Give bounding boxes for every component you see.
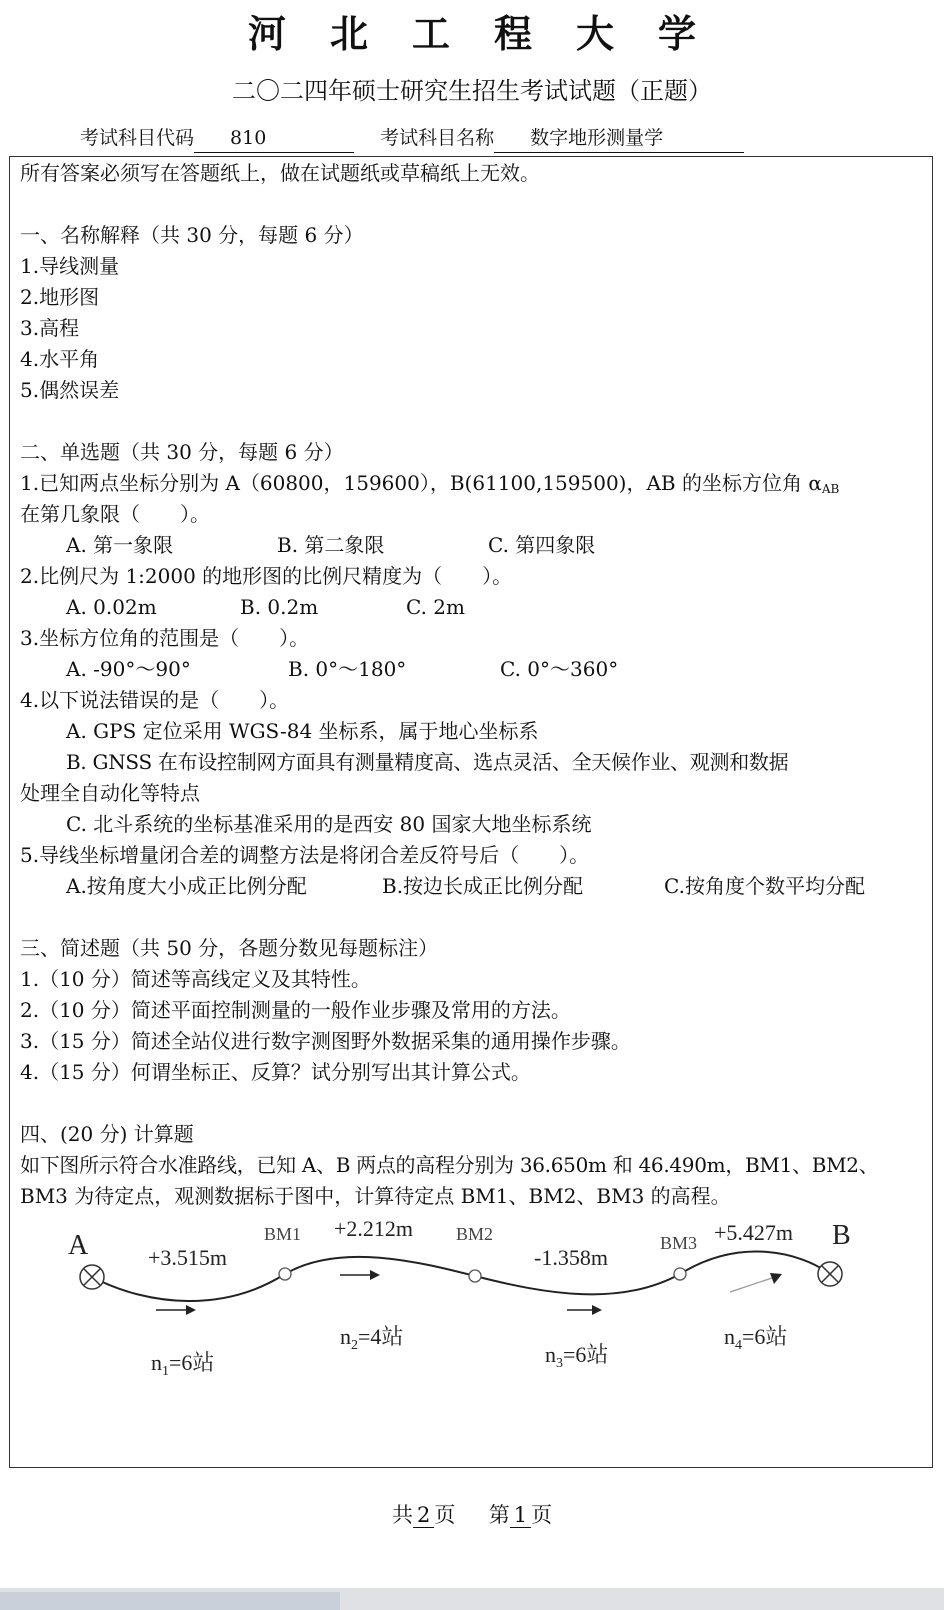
section1-item: 3.高程 <box>20 316 80 340</box>
exam-content <box>20 158 930 1212</box>
q3-option-c: C. 0°～360° <box>500 657 619 681</box>
total-pages-suffix: 页 <box>434 1503 456 1527</box>
q4-stem: 4.以下说法错误的是（ ）。 <box>20 688 290 712</box>
section3-item: 3.（15 分）简述全站仪进行数字测图野外数据采集的通用操作步骤。 <box>20 1029 631 1053</box>
q1-option-c: C. 第四象限 <box>488 533 596 557</box>
page-number: 1 <box>510 1503 531 1528</box>
bm2-symbol <box>469 1270 481 1282</box>
q5-options <box>20 871 930 902</box>
q5-option-a: A.按角度大小成正比例分配 <box>66 874 307 898</box>
answer-notice: 所有答案必须写在答题纸上，做在试题纸或草稿纸上无效。 <box>20 161 540 185</box>
bm3-symbol <box>674 1268 686 1280</box>
station-n-symbol: n <box>340 1324 351 1349</box>
section4-heading: 四、(20 分) 计算题 <box>20 1122 194 1146</box>
section2-heading: 二、单选题（共 30 分，每题 6 分） <box>20 440 344 464</box>
section3-item: 2.（10 分）简述平面控制测量的一般作业步骤及常用的方法。 <box>20 998 571 1022</box>
direction-arrow-2 <box>340 1270 380 1280</box>
station-count-text: =6站 <box>563 1342 609 1367</box>
bm3-label: BM3 <box>660 1233 698 1253</box>
subject-code-value: 810 <box>194 124 354 153</box>
direction-arrow-3 <box>567 1305 602 1315</box>
viewer-scrollbar-thumb[interactable] <box>0 1592 340 1610</box>
subject-name-value: 数字地形测量学 <box>494 124 744 153</box>
station-count-1 <box>151 1350 214 1379</box>
q1-alpha-subscript: AB <box>821 482 840 496</box>
station-subscript: 2 <box>351 1338 358 1353</box>
bm1-symbol <box>279 1268 291 1280</box>
q2-option-a: A. 0.02m <box>66 595 157 619</box>
q2-option-b: B. 0.2m <box>240 595 319 619</box>
section1-item: 5.偶然误差 <box>20 378 120 402</box>
station-subscript: 4 <box>735 1338 742 1353</box>
section1-item: 2.地形图 <box>20 285 100 309</box>
q1-options <box>20 530 930 561</box>
bm2-label: BM2 <box>456 1224 494 1244</box>
q3-option-b: B. 0°～180° <box>288 657 407 681</box>
q5-option-c: C.按角度个数平均分配 <box>664 874 865 898</box>
height-diff-3: -1.358m <box>534 1245 608 1270</box>
point-b-label: B <box>832 1220 851 1251</box>
page-footer <box>0 1500 944 1530</box>
height-diff-2: +2.212m <box>334 1216 414 1241</box>
q5-option-b: B.按边长成正比例分配 <box>382 874 584 898</box>
station-n-symbol: n <box>545 1342 556 1367</box>
exam-title: 二〇二四年硕士研究生招生考试试题（正题） <box>232 77 712 105</box>
q1-stem-line2: 在第几象限（ ）。 <box>20 502 210 526</box>
station-count-3 <box>545 1342 608 1371</box>
section4-text-line1: 如下图所示符合水准路线，已知 A、B 两点的高程分别为 36.650m 和 46.490m，BM1、BM2、 <box>20 1153 879 1177</box>
section1-item: 1.导线测量 <box>20 254 120 278</box>
point-a-label: A <box>68 1230 89 1261</box>
q3-stem: 3.坐标方位角的范围是（ ）。 <box>20 626 310 650</box>
total-pages: 2 <box>413 1503 434 1528</box>
q1-stem-line1 <box>20 468 930 499</box>
section4-text-line2: BM3 为待定点，观测数据标于图中，计算待定点 BM1、BM2、BM3 的高程。 <box>20 1184 731 1208</box>
station-subscript: 3 <box>556 1356 563 1371</box>
benchmark-a-symbol <box>80 1265 104 1289</box>
q4-option-c: C. 北斗系统的坐标基准采用的是西安 80 国家大地坐标系统 <box>66 812 592 836</box>
total-pages-prefix: 共 <box>391 1503 413 1527</box>
benchmark-b-symbol <box>818 1262 842 1286</box>
station-n-symbol: n <box>151 1350 162 1375</box>
bm1-label: BM1 <box>264 1224 302 1244</box>
q3-options <box>20 654 930 685</box>
station-count-text: =6站 <box>742 1324 788 1349</box>
station-count-2 <box>340 1324 403 1353</box>
page-number-prefix: 第 <box>488 1503 510 1527</box>
university-title: 河北工程大学 <box>247 11 740 56</box>
q1-stem-text: 1.已知两点坐标分别为 A（60800，159600），B(61100,159500)，AB 的坐标方位角 α <box>20 471 822 495</box>
subject-info-row <box>80 124 744 153</box>
station-count-text: =4站 <box>358 1324 404 1349</box>
station-count-4 <box>724 1324 787 1353</box>
station-subscript: 1 <box>162 1364 169 1379</box>
section3-item: 4.（15 分）何谓坐标正、反算？试分别写出其计算公式。 <box>20 1060 531 1084</box>
height-diff-4: +5.427m <box>714 1220 794 1245</box>
q4-option-a: A. GPS 定位采用 WGS-84 坐标系，属于地心坐标系 <box>66 719 539 743</box>
station-n-symbol: n <box>724 1324 735 1349</box>
station-count-text: =6站 <box>169 1350 215 1375</box>
viewer-bottom-bar <box>0 1588 944 1610</box>
height-diff-1: +3.515m <box>148 1245 228 1270</box>
q2-option-c: C. 2m <box>406 595 465 619</box>
q5-stem: 5.导线坐标增量闭合差的调整方法是将闭合差反符号后（ ）。 <box>20 843 590 867</box>
page-number-suffix: 页 <box>531 1503 553 1527</box>
q4-option-b: B. GNSS 在布设控制网方面具有测量精度高、选点灵活、全天候作业、观测和数据 <box>66 750 789 774</box>
subject-code-label: 考试科目代码 <box>80 127 195 149</box>
q1-option-a: A. 第一象限 <box>66 533 174 557</box>
direction-arrow-4 <box>730 1273 782 1292</box>
direction-arrow-1 <box>156 1305 196 1315</box>
q3-option-a: A. -90°～90° <box>66 657 191 681</box>
leveling-route-diagram <box>40 1216 920 1422</box>
subject-name-label: 考试科目名称 <box>380 127 495 149</box>
section3-heading: 三、简述题（共 50 分，各题分数见每题标注） <box>20 936 439 960</box>
section1-heading: 一、名称解释（共 30 分，每题 6 分） <box>20 223 364 247</box>
q4-option-b-cont: 处理全自动化等特点 <box>20 781 200 805</box>
section3-item: 1.（10 分）简述等高线定义及其特性。 <box>20 967 371 991</box>
section1-item: 4.水平角 <box>20 347 100 371</box>
q1-option-b: B. 第二象限 <box>277 533 385 557</box>
q2-stem: 2.比例尺为 1:2000 的地形图的比例尺精度为（ ）。 <box>20 564 513 588</box>
q2-options <box>20 592 930 623</box>
